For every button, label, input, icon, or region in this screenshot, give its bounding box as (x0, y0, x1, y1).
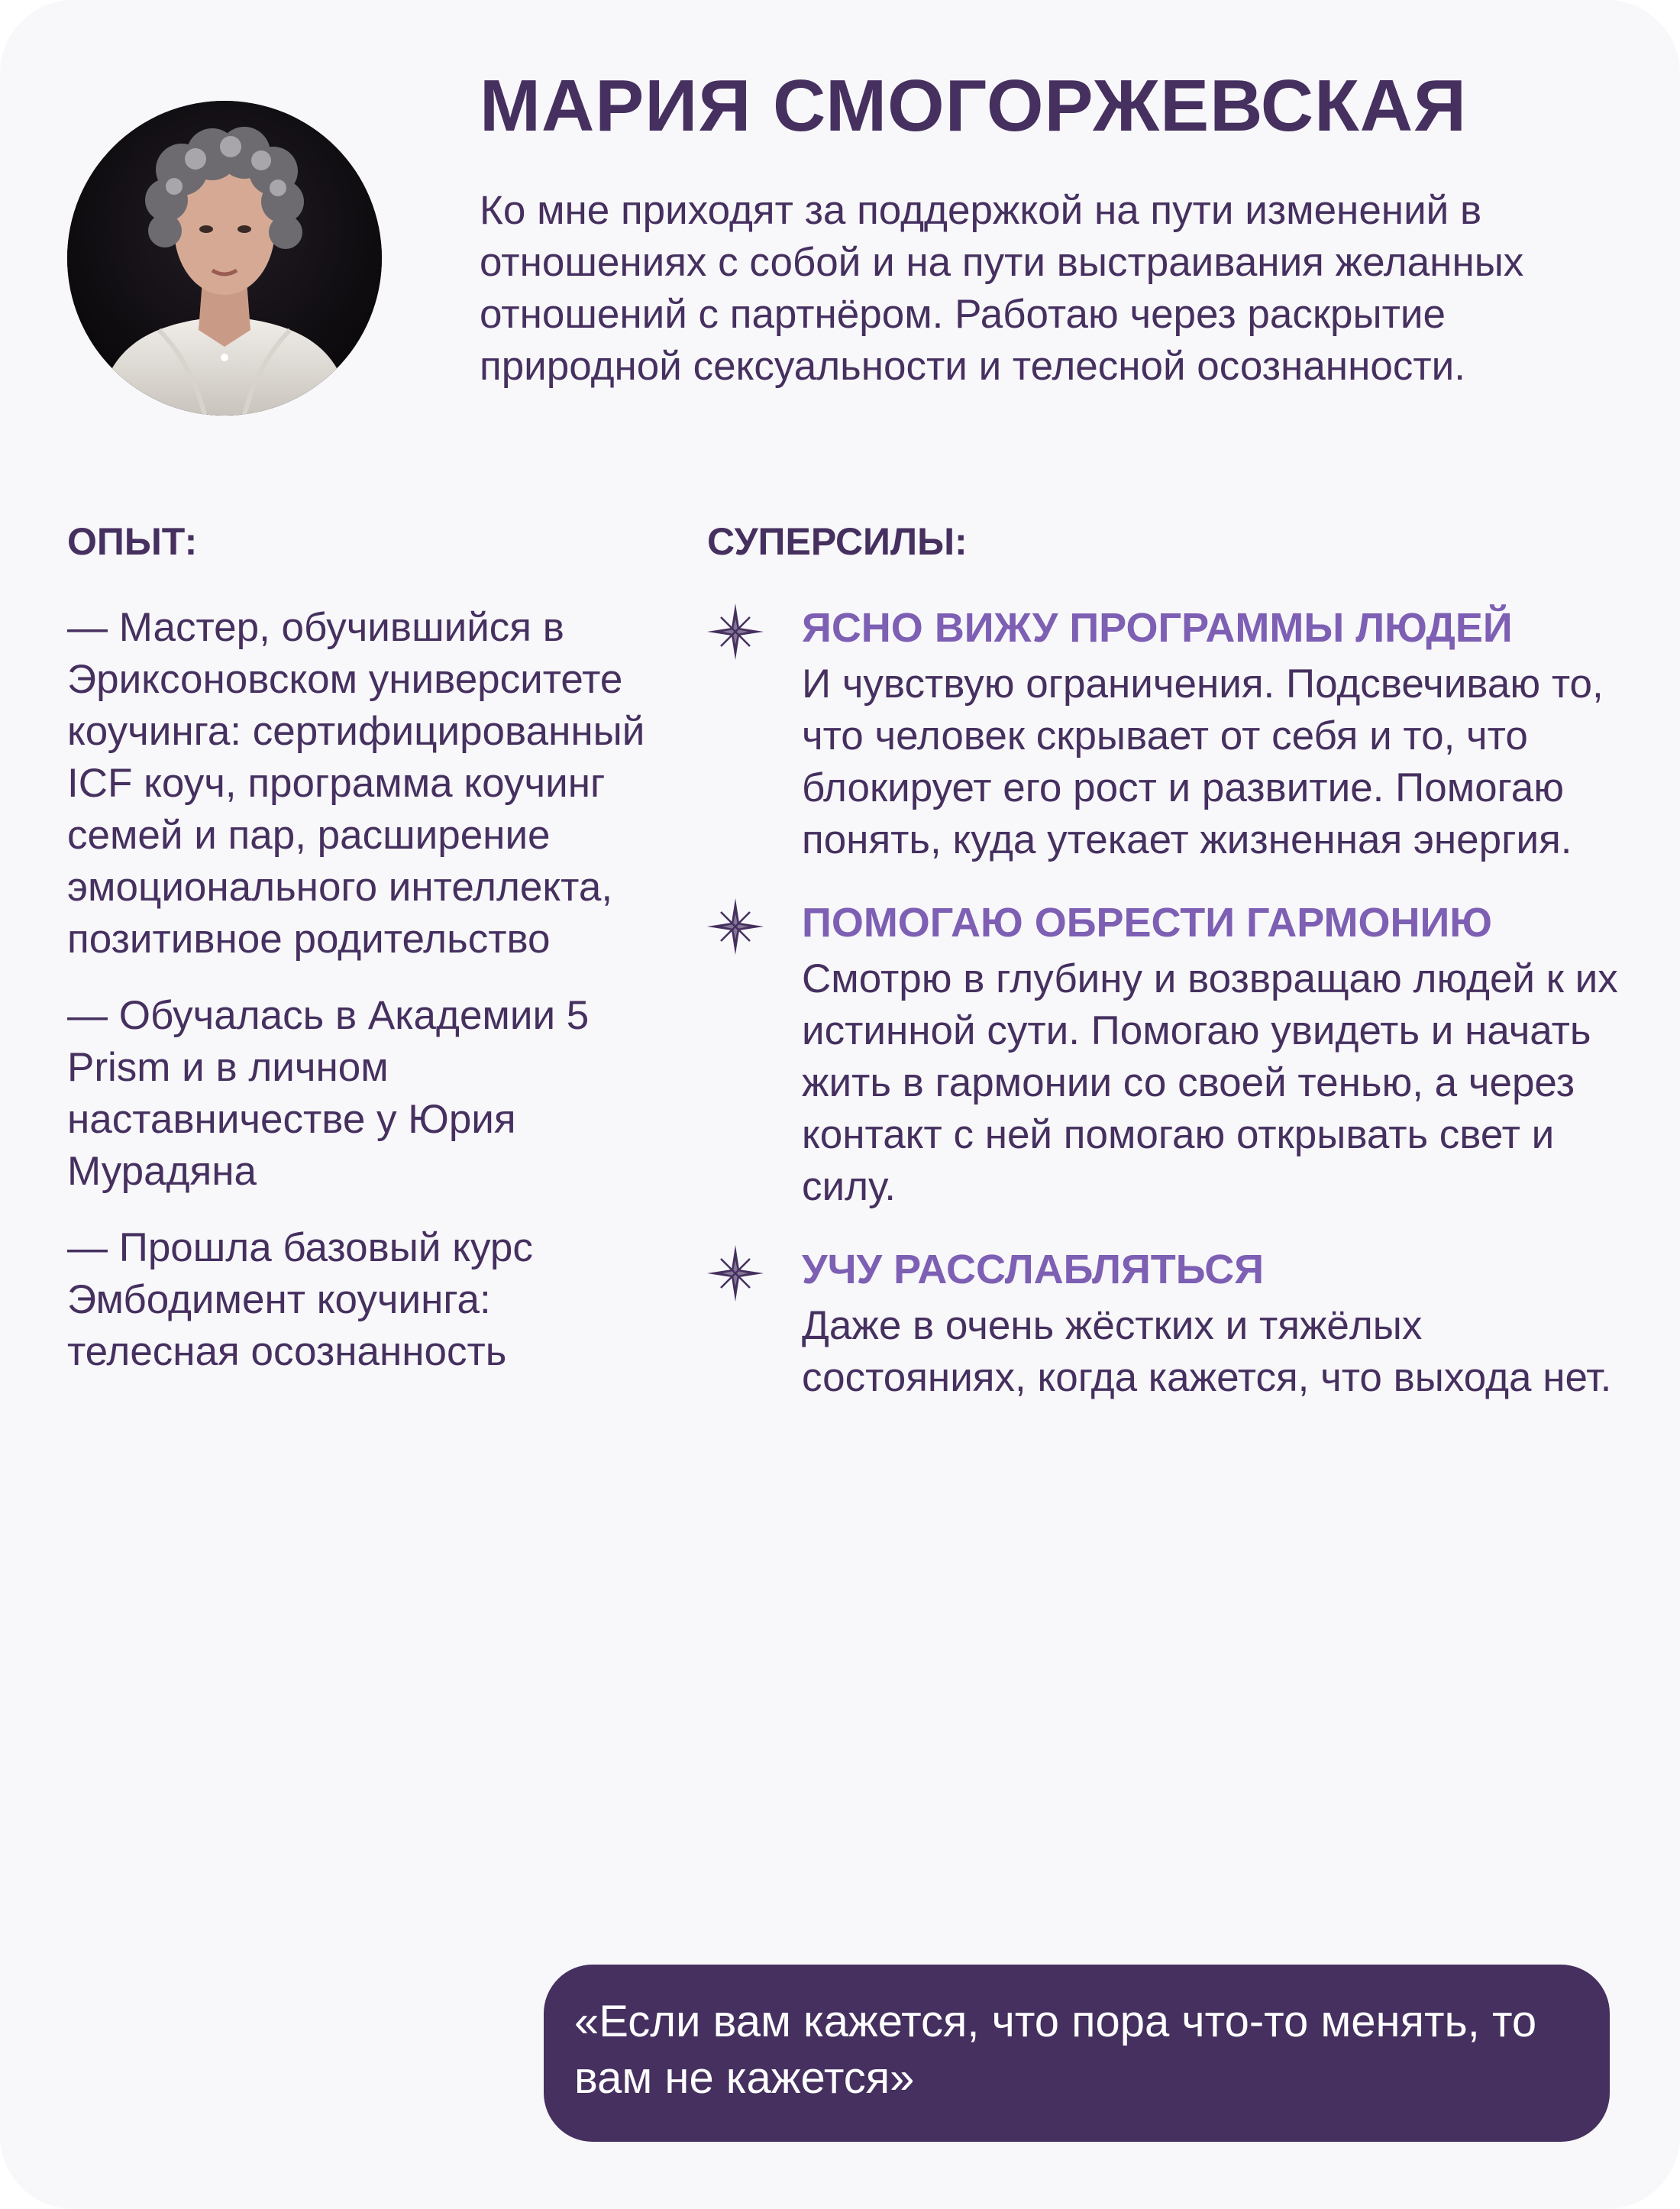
experience-list (67, 602, 648, 1402)
sparkle-star-icon (704, 600, 767, 663)
sparkle-star-icon (704, 1242, 767, 1305)
superpowers-list (704, 600, 1620, 1433)
superpower-item (704, 1242, 1620, 1404)
superpower-item (704, 895, 1620, 1213)
portrait-photo (67, 101, 382, 416)
superpower-text: И чувствую ограничения. Подсвечиваю то, что человек скрывает от себя и то, что блокирует его рост и развитие. Помогаю понять, куда утекает жизненная энергия. (802, 661, 1604, 862)
experience-heading: ОПЫТ: (67, 520, 198, 563)
superpower-title: УЧУ РАССЛАБЛЯТЬСЯ (802, 1247, 1265, 1292)
avatar (67, 101, 382, 416)
superpower-item (704, 600, 1620, 866)
quote-box (544, 1965, 1610, 2142)
sparkle-star-icon (704, 895, 767, 958)
superpower-title: ПОМОГАЮ ОБРЕСТИ ГАРМОНИЮ (802, 900, 1492, 946)
superpower-text: Даже в очень жёстких и тяжёлых состояниях, когда кажется, что выхода нет. (802, 1303, 1612, 1400)
superpower-title: ЯСНО ВИЖУ ПРОГРАММЫ ЛЮДЕЙ (802, 605, 1513, 651)
quote-text: «Если вам кажется, что пора что-то менять, то вам не кажется» (574, 1997, 1537, 2103)
superpower-text: Смотрю в глубину и возвращаю людей к их истинной сути. Помогаю увидеть и начать жить в гармонии со своей тенью, а через контакт с ней помогаю открывать свет и силу. (802, 956, 1618, 1209)
person-name: МАРИЯ СМОГОРЖЕВСКАЯ (480, 65, 1468, 147)
experience-item: — Обучалась в Академии 5 Prism и в личном наставничестве у Юрия Мурадяна (67, 993, 590, 1194)
experience-item: — Мастер, обучившийся в Эриксоновском университете коучинга: сертифицированный ICF коуч, программа коучинг семей и пар, расширение эмоционального интеллекта, позитивное родительство (67, 605, 645, 962)
superpowers-heading: СУПЕРСИЛЫ: (707, 520, 968, 563)
intro-text: Ко мне приходят за поддержкой на пути изменений в отношениях с собой и на пути выстраивания желанных отношений с партнёром. Работаю через раскрытие природной сексуальности и телесной осознанности. (480, 188, 1524, 389)
experience-item: — Прошла базовый курс Эмбодимент коучинга: телесная осознанность (67, 1225, 533, 1374)
